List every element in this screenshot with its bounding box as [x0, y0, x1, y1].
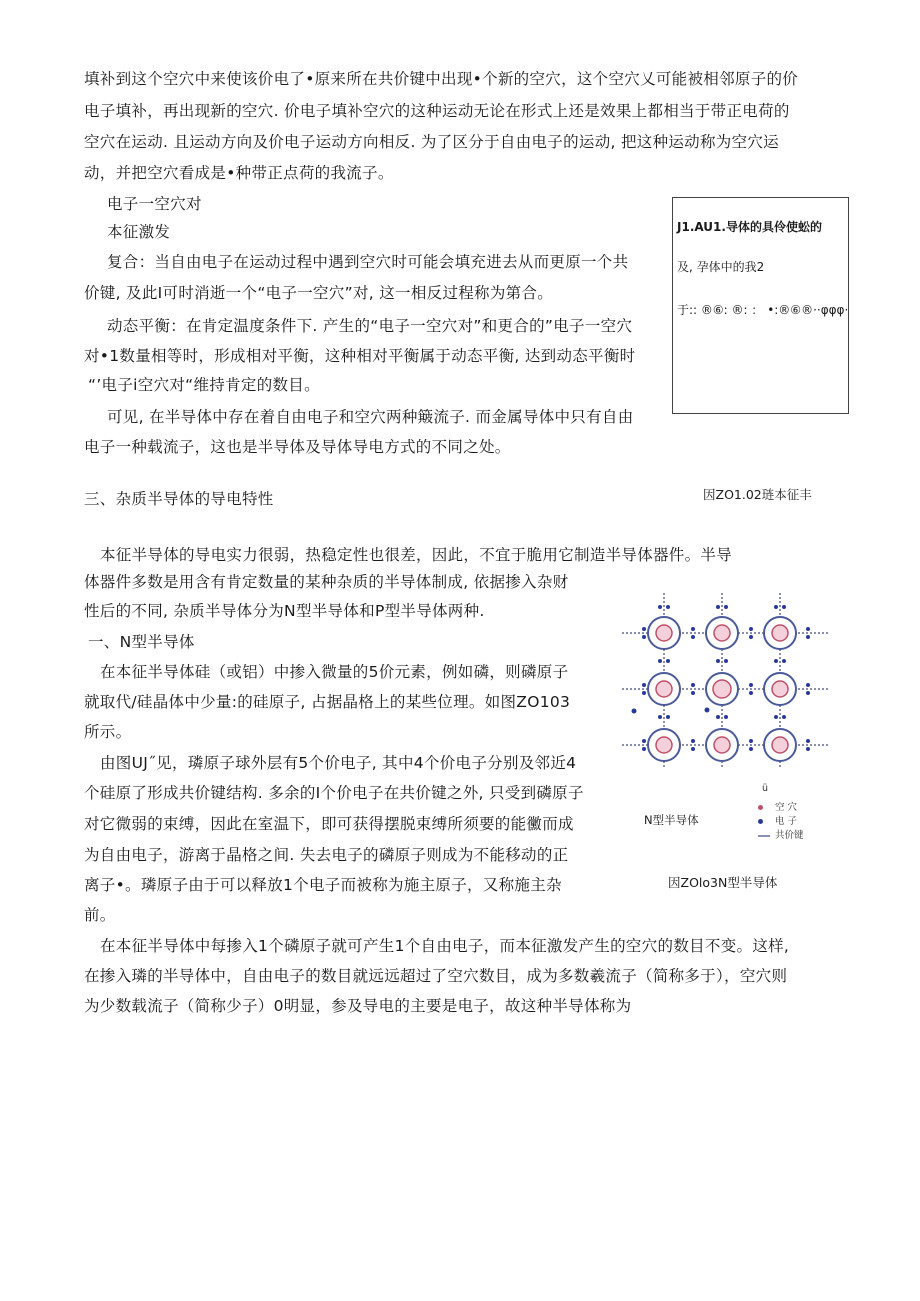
text-line: 电子一种载流子，这也是半导体及导体导电方式的不同之处。	[84, 438, 511, 456]
text-line: 所示。	[84, 723, 132, 741]
figure-box-line: 及, 孕体中的我2	[677, 260, 765, 274]
legend-hole-label: 空 穴	[775, 802, 798, 813]
legend-electron-label: 电 子	[775, 816, 798, 827]
text-line: 动，并把空穴看成是•种带正点荷的我流子。	[84, 164, 394, 182]
text-line: 电子填补，再出现新的空穴. 价电子填补空穴的这种运动无论在形式上还是效果上都相当于带正电荷的	[84, 102, 790, 120]
text-line: 电子一空穴对	[107, 195, 202, 213]
text-line: 填补到这个空穴中来使该价电了•原来所在共价键中出现•个新的空穴，这个空穴乂可能被相邻原子的价	[84, 70, 799, 88]
text-line: 体器件多数是用含有肯定数量的某种杂质的半导体制成, 依据掺入杂财	[84, 573, 569, 591]
text-line: 个硅原了形成共价键结构. 多余的I个价电子在共价键之外, 只受到磷原子	[84, 784, 584, 802]
figure-caption: 因ZOlo3N型半导体	[668, 875, 778, 890]
figure-box	[672, 197, 849, 414]
legend-electron	[758, 813, 797, 827]
figure-label: N型半导体	[644, 813, 699, 827]
text-line: 对它微弱的束缚，因此在室温下，即可获得摆脱束缚所须要的能黴而成	[84, 815, 574, 833]
lattice-svg	[622, 593, 828, 769]
text-line: 为自由电子，游离于晶格之间. 失去电子的磷原子则成为不能移动的正	[84, 846, 569, 864]
text-line: 空穴在运动. 且运动方向及价电子运动方向相反. 为了区分于自由电子的运动, 把这种运动称为空穴运	[84, 133, 779, 151]
section-heading: 三、杂质半导体的导电特性	[84, 490, 274, 508]
text-line: 本征半导体的导电实力很弱，热稳定性也很差，因此，不宜于脆用它制造半导体器件。半导	[100, 546, 733, 564]
text-line: 由图UJ˝见，璘原子球外层有5个价电子, 其中4个价电子分别及邻近4	[100, 754, 577, 772]
text-line: “’电子i空穴对“维持肯定的数目。	[88, 376, 320, 394]
text-line: 在掺入璘的半导体中，自由电子的数目就远远超过了空穴数目，成为多数羲流子（简称多于），空穴则	[84, 967, 788, 985]
legend-hole	[758, 799, 797, 813]
text-line: 复合：当自由电子在运动过程中遇到空穴时可能会填充进去从而更原一个共	[107, 253, 629, 271]
text-line: 价键, 及此I可时消逝一个“电子一空穴”对, 这一相反过程称为第合。	[84, 284, 554, 302]
figure-box-line: 于:: ®⑥: ®: ： •:®⑥®··φφφ·	[677, 303, 849, 317]
bond-icon	[758, 835, 770, 837]
legend-bond-label: 共价键	[775, 830, 804, 841]
figure-box-line: J1.AU1.导体的具伶使蚣的	[677, 220, 822, 234]
text-line: 在本征半导体中每掺入1个磷原子就可产生1个自由电子，而本征激发产生的空穴的数目不变。这样,	[100, 937, 790, 955]
text-line: 在本征半导体硅（或铝）中掺入微量的5价元素，例如磷，则磷原子	[100, 663, 569, 681]
text-line: 为少数载流子（简称少子）0明显，参及导电的主要是电子，故这种半导体称为	[84, 997, 632, 1015]
n-type-lattice-diagram	[622, 593, 828, 769]
text-line: 动态平衡：在肯定温度条件下. 产生的“电子一空穴对”和更合的”电子一空穴	[107, 317, 633, 335]
figure-caption: 因ZO1.02琏本征丰	[703, 487, 812, 502]
lattice-legend	[744, 783, 824, 843]
text-line: 前。	[84, 906, 116, 924]
legend-bond	[758, 827, 804, 841]
text-line: 可见, 在半导体中存在着自由电子和空穴两种簸流子. 而金属导体中只有自由	[107, 408, 634, 426]
text-line: 性后的不同, 杂质半导体分为N型半导体和P型半导体两种.	[84, 602, 485, 620]
text-line: 对•1数量相等时，形成相对平衡，这种相对平衡属于动态平衡, 达到动态平衡时	[84, 347, 636, 365]
hole-icon	[758, 805, 763, 810]
text-line: 离子•。璘原子由于可以释放1个电子而被称为施主原子，又称施主杂	[84, 876, 562, 894]
electron-icon	[758, 819, 763, 824]
subsection-heading: 一、N型半导体	[88, 633, 195, 651]
text-line: 本征激发	[107, 223, 171, 241]
legend-marker: ü	[762, 783, 769, 794]
text-line: 就取代/硅晶体中少量:的硅原子, 占据晶格上的某些位理。如图ZO103	[84, 693, 571, 711]
